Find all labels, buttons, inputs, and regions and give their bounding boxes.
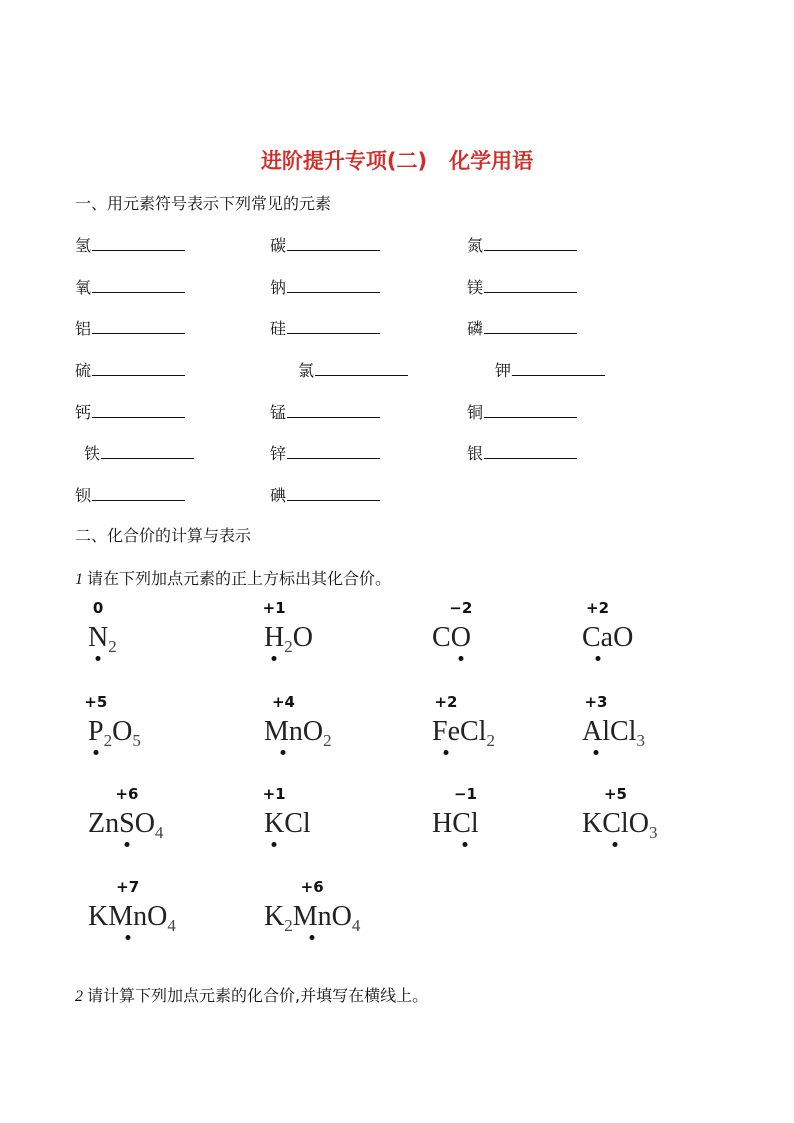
valence-label: +5 <box>603 785 627 803</box>
formula-text: K <box>264 901 285 932</box>
formula-symbol <box>582 693 610 747</box>
formula-text: P <box>88 716 104 747</box>
formula-text: K <box>264 808 285 839</box>
formula-text: O <box>331 901 352 932</box>
formula <box>88 599 117 656</box>
valence-label: +1 <box>262 785 286 803</box>
answer-blank[interactable] <box>287 278 380 293</box>
answer-blank[interactable] <box>287 403 380 418</box>
answer-blank[interactable] <box>92 361 185 376</box>
valence-label: +5 <box>84 693 108 711</box>
formula-symbol <box>135 808 155 839</box>
section1-heading: 一、用元素符号表示下列常见的元素 <box>75 194 332 213</box>
formula-text: O <box>302 716 324 747</box>
formula-text: N <box>88 622 109 653</box>
answer-blank[interactable] <box>512 361 605 376</box>
formula-subscript <box>352 916 361 935</box>
formula-text: 2 <box>108 637 117 656</box>
formula <box>432 785 479 839</box>
question-2-number: 2 <box>75 988 83 1005</box>
element-item <box>75 358 185 381</box>
formula-text: Mn <box>108 901 148 932</box>
formula-symbol <box>262 785 286 839</box>
formula-text: 2 <box>486 731 495 750</box>
element-item <box>495 358 605 381</box>
element-name: 铜 <box>467 403 484 422</box>
emphasis-dot <box>124 842 129 847</box>
formula-text: C <box>432 622 451 653</box>
answer-blank[interactable] <box>315 361 408 376</box>
emphasis-dot <box>463 842 468 847</box>
formula <box>582 693 645 750</box>
emphasis-dot <box>281 750 286 755</box>
page-title <box>0 145 794 175</box>
valence-label: −1 <box>453 785 477 803</box>
formula-text: Cl <box>460 716 487 747</box>
element-name: 氮 <box>467 236 484 255</box>
formula-text: 4 <box>167 916 176 935</box>
emphasis-dot <box>613 842 618 847</box>
element-item <box>270 400 380 423</box>
element-name: 氧 <box>75 278 92 297</box>
answer-blank[interactable] <box>484 278 577 293</box>
formula-symbol <box>449 599 473 653</box>
element-item <box>467 441 577 464</box>
formula-text: K <box>88 901 109 932</box>
formula-symbol <box>147 901 167 932</box>
formula-symbol <box>452 785 479 839</box>
element-item <box>270 441 380 464</box>
formula-subscript <box>155 823 164 842</box>
answer-blank[interactable] <box>287 319 380 334</box>
question-2-text: 请计算下列加点元素的化合价,并填写在横线上。 <box>87 986 429 1005</box>
answer-blank[interactable] <box>92 486 185 501</box>
formula <box>88 785 164 842</box>
formula-text: 2 <box>284 916 293 935</box>
formula-text: 5 <box>132 731 141 750</box>
formula <box>84 693 141 750</box>
question-1-text: 请在下列加点元素的正上方标出其化合价。 <box>87 569 392 588</box>
title-part2: 化学用语 <box>449 149 534 173</box>
formula-text: H <box>264 622 285 653</box>
formula-symbol <box>602 785 629 839</box>
formula-symbol <box>88 808 119 839</box>
element-name: 硅 <box>270 319 287 338</box>
formula-text: 4 <box>351 916 361 935</box>
answer-blank[interactable] <box>92 236 185 251</box>
emphasis-dot <box>310 935 315 940</box>
element-name: 锌 <box>270 444 287 463</box>
formula-text: H <box>432 808 453 839</box>
formula-symbol <box>112 716 132 747</box>
formula-text: Mn <box>264 716 303 747</box>
formula-symbol <box>264 693 303 747</box>
formula-subscript <box>323 731 332 750</box>
emphasis-dot <box>595 656 600 661</box>
title-part1: 进阶提升专项(二) <box>260 149 428 173</box>
formula <box>262 785 311 839</box>
formula-text: Cl <box>602 808 629 839</box>
formula-text: 4 <box>154 823 164 842</box>
formula-symbol <box>582 599 614 653</box>
formula-text: O <box>628 808 649 839</box>
formula-subscript <box>108 637 117 656</box>
emphasis-dot <box>444 750 449 755</box>
element-name: 钙 <box>75 403 92 422</box>
formula-symbol <box>629 808 649 839</box>
formula <box>262 599 313 656</box>
element-name: 锰 <box>270 403 287 422</box>
answer-blank[interactable] <box>484 403 577 418</box>
answer-blank[interactable] <box>101 444 194 459</box>
answer-blank[interactable] <box>92 278 185 293</box>
element-name: 铁 <box>84 444 101 463</box>
answer-blank[interactable] <box>484 444 577 459</box>
element-item <box>270 316 380 339</box>
emphasis-dot <box>125 935 130 940</box>
formula-text: Ca <box>582 622 614 653</box>
valence-label: +6 <box>115 785 139 803</box>
formula-text: O <box>134 808 155 839</box>
element-item <box>270 233 380 256</box>
element-item <box>467 316 577 339</box>
valence-label: +4 <box>271 693 295 711</box>
formula <box>264 878 361 935</box>
formula-subscript <box>284 916 293 935</box>
formula-text: 3 <box>648 823 658 842</box>
element-name: 碘 <box>270 486 287 505</box>
formula-symbol <box>284 808 310 839</box>
element-item <box>467 233 577 256</box>
formula <box>88 878 176 935</box>
formula <box>264 693 332 750</box>
answer-blank[interactable] <box>484 319 577 334</box>
element-item <box>298 358 408 381</box>
emphasis-dot <box>272 842 277 847</box>
question-2 <box>75 983 428 1006</box>
formula-symbol <box>88 901 108 932</box>
formula-symbol <box>88 599 109 653</box>
formula-symbol <box>108 878 148 932</box>
formula-text: Mn <box>292 901 332 932</box>
formula <box>582 785 658 842</box>
formula-text: Cl <box>452 808 479 839</box>
formula-subscript <box>486 731 495 750</box>
emphasis-dot <box>93 750 98 755</box>
formula-subscript <box>167 916 176 935</box>
valence-label: +2 <box>434 693 458 711</box>
formula <box>432 693 495 750</box>
element-name: 铝 <box>75 319 92 338</box>
formula-symbol <box>332 901 352 932</box>
formula-text: O <box>613 622 634 653</box>
formula-text: Al <box>582 716 610 747</box>
formula-text: O <box>292 622 313 653</box>
formula-text: 2 <box>323 731 332 750</box>
formula-text: 2 <box>103 731 113 750</box>
formula <box>582 599 634 653</box>
emphasis-dot <box>458 656 463 661</box>
answer-blank[interactable] <box>92 319 185 334</box>
formula-text: K <box>582 808 603 839</box>
element-name: 硫 <box>75 361 92 380</box>
formula-symbol <box>262 599 286 653</box>
formula-text: O <box>147 901 168 932</box>
valence-label: +1 <box>262 599 286 617</box>
element-name: 氯 <box>298 361 315 380</box>
formula-text: Fe <box>432 716 460 747</box>
element-item <box>270 483 380 506</box>
formula-text: Cl <box>284 808 311 839</box>
formula-text: Zn <box>88 808 120 839</box>
section2-heading: 二、化合价的计算与表示 <box>75 526 252 545</box>
valence-label: +7 <box>116 878 140 896</box>
answer-blank[interactable] <box>287 444 380 459</box>
formula-symbol <box>613 622 633 653</box>
formula-subscript <box>284 637 293 656</box>
emphasis-dot <box>272 656 277 661</box>
formula-text: 2 <box>284 637 293 656</box>
formula-text: S <box>119 808 135 839</box>
answer-blank[interactable] <box>287 236 380 251</box>
element-item <box>84 441 194 464</box>
formula-symbol <box>432 622 451 653</box>
formula-text: Cl <box>610 716 637 747</box>
element-item <box>270 275 380 298</box>
valence-label: 0 <box>92 599 104 617</box>
element-item <box>75 233 185 256</box>
formula-symbol <box>293 622 313 653</box>
answer-blank[interactable] <box>287 486 380 501</box>
formula-symbol <box>292 878 332 932</box>
element-item <box>75 483 185 506</box>
formula-symbol <box>432 808 452 839</box>
element-name: 氢 <box>75 236 92 255</box>
element-name: 钠 <box>270 278 287 297</box>
formula-symbol <box>432 693 460 747</box>
formula-symbol <box>582 808 602 839</box>
formula-subscript <box>104 731 113 750</box>
element-item <box>467 275 577 298</box>
formula-text: O <box>112 716 133 747</box>
question-1-number: 1 <box>75 571 83 588</box>
element-name: 碳 <box>270 236 287 255</box>
formula-symbol <box>264 901 284 932</box>
answer-blank[interactable] <box>92 403 185 418</box>
valence-label: +6 <box>300 878 324 896</box>
formula-subscript <box>636 731 645 750</box>
element-name: 镁 <box>467 278 484 297</box>
emphasis-dot <box>594 750 599 755</box>
element-name: 磷 <box>467 319 484 338</box>
element-item <box>75 316 185 339</box>
formula-text: 3 <box>636 731 645 750</box>
valence-label: −2 <box>449 599 473 617</box>
answer-blank[interactable] <box>484 236 577 251</box>
formula-subscript <box>649 823 658 842</box>
formula-text: O <box>450 622 471 653</box>
valence-label: +3 <box>584 693 608 711</box>
element-name: 钡 <box>75 486 92 505</box>
element-name: 钾 <box>495 361 512 380</box>
element-name: 银 <box>467 444 484 463</box>
valence-label: +2 <box>586 599 610 617</box>
formula-symbol <box>84 693 108 747</box>
emphasis-dot <box>96 656 101 661</box>
element-item <box>75 275 185 298</box>
element-item <box>75 400 185 423</box>
formula <box>432 599 473 653</box>
formula-symbol <box>303 716 323 747</box>
formula-symbol <box>460 716 486 747</box>
formula-symbol <box>610 716 636 747</box>
question-1 <box>75 566 391 589</box>
formula-symbol <box>115 785 139 839</box>
element-item <box>467 400 577 423</box>
formula-subscript <box>132 731 141 750</box>
